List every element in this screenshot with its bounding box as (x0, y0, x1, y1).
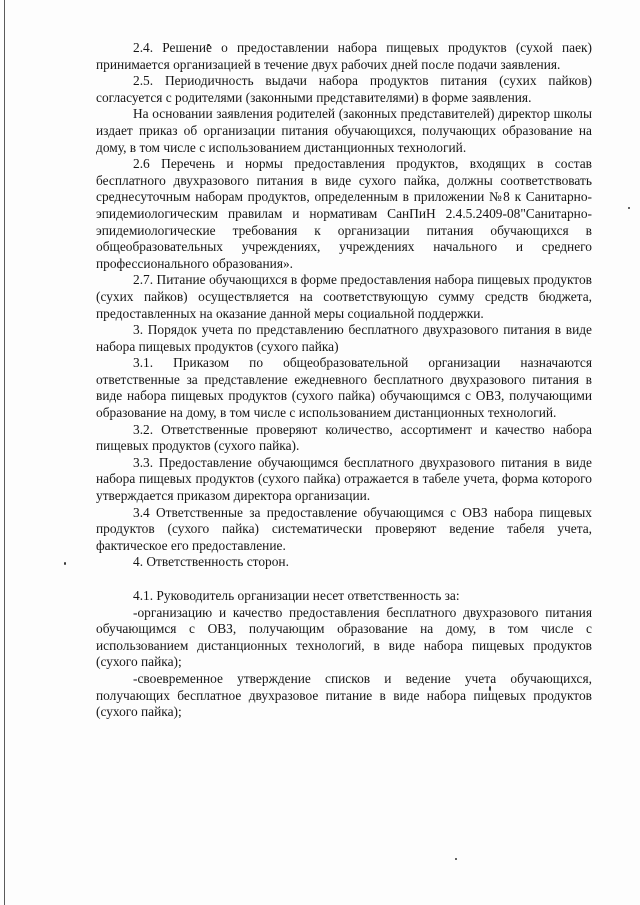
paragraph-4-1-item-2: -своевременное утверждение списков и ведение учета обучающихся, получающих бесплатное двухразовое питание в виде набора пищевых продуктов (сухого пайка); (96, 670, 592, 720)
section-3-heading: 3. Порядок учета по представлению бесплатного двухразового питания в виде набора пищевых продуктов (сухого пайка) (96, 322, 592, 354)
paragraph-3-3: 3.3. Предоставление обучающимся бесплатного двухразового питания в виде набора пищевых продуктов (сухого пайка) отражается в табеле учета, форма которого утверждается приказом директора организации. (96, 454, 592, 504)
paragraph-3-1: 3.1. Приказом по общеобразовательной организации назначаются ответственные за представление ежедневного бесплатного двухразового питания в виде набора пищевых продуктов (сухого пайка) обучающимся с ОВЗ, получающими образование на дому, в том числе с использованием дистанционных технологий. (96, 355, 592, 421)
scan-speck (628, 207, 630, 209)
document-body (96, 40, 592, 721)
paragraph-4-1: 4.1. Руководитель организации несет ответственность за: (133, 588, 460, 603)
paragraph-gap (96, 571, 592, 588)
paragraph-2-6: 2.6 Перечень и нормы предоставления продуктов, входящих в состав бесплатного двухразового питания в виде сухого пайка, должны соответствовать среднесуточным наборам продуктов, определенным в приложении №8 к Санитарно-эпидемиологическим правилам и нормативам СанПиН 2.4.5.2409-08"Санитарно-эпидемиологические требования к организации питания обучающихся в общеобразовательных учреждениях, учреждениях начального и среднего профессионального образования». (96, 156, 592, 271)
scan-speck (455, 858, 457, 860)
scan-speck (64, 562, 66, 565)
paragraph-2-7: 2.7. Питание обучающихся в форме предоставления набора пищевых продуктов (сухих пайков) осуществляется на соответствующую сумму средств бюджета, предоставленных на оказание данной меры социальной поддержки. (96, 272, 592, 321)
paragraph-basis: На основании заявления родителей (законных представителей) директор школы издает приказ об организации питания обучающихся, получающих образование на дому, в том числе с использованием дистанционных технологий. (96, 106, 592, 155)
section-4-heading: 4. Ответственность сторон. (133, 554, 289, 570)
paragraph-2-4: 2.4. Решение о предоставлении набора пищевых продуктов (сухой паек) принимается организацией в течение двух рабочих дней после подачи заявления. (96, 40, 592, 72)
paragraph-3-2: 3.2. Ответственные проверяют количество, ассортимент и качество набора пищевых продуктов (сухого пайка). (96, 421, 592, 454)
paragraph-3-4: 3.4 Ответственные за предоставление обучающимся с ОВЗ набора пищевых продуктов (сухого пайка) систематически проверяют ведение табеля учета, фактическое его предоставление. (96, 504, 592, 553)
paragraph-4-1-item-1: -организацию и качество предоставления бесплатного двухразового питания обучающимся с ОВЗ, получающим образование на дому, в том числе с использованием дистанционных технологий, в виде набора пищевых продуктов (сухого пайка); (96, 604, 592, 670)
page-edge-line (4, 0, 5, 905)
paragraph-2-5: 2.5. Периодичность выдачи набора продуктов питания (сухих пайков) согласуется с родителями (законными представителями) в форме заявления. (96, 73, 592, 105)
